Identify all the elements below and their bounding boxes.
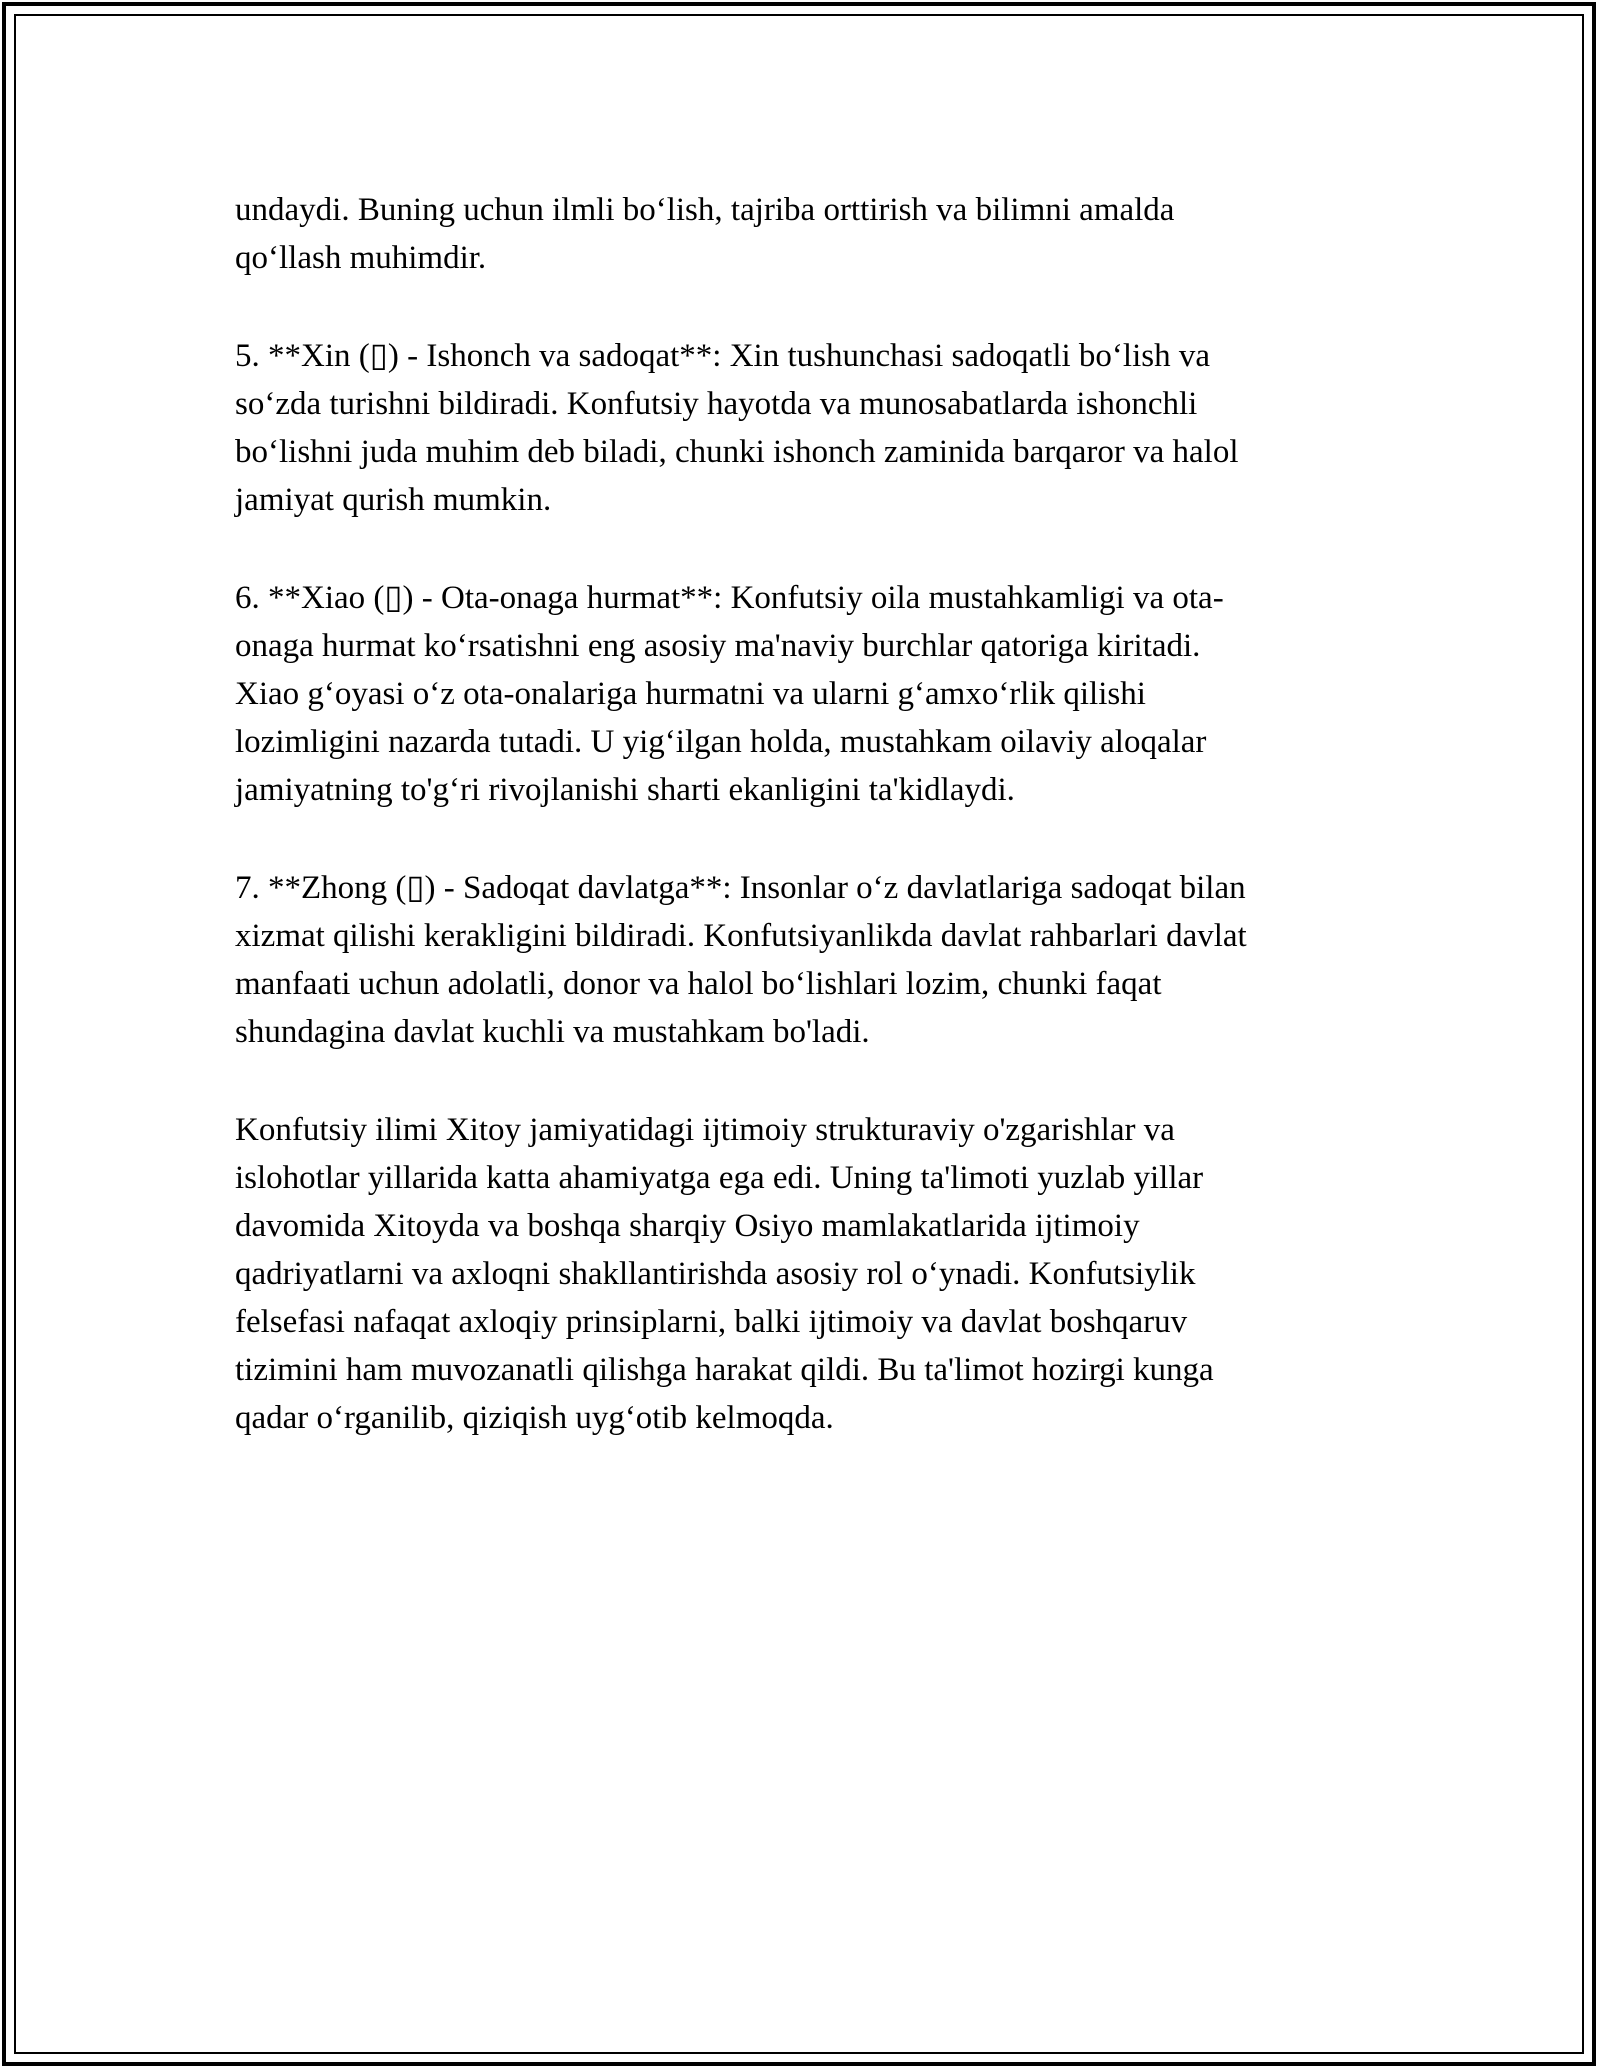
- paragraph-zhong: 7. **Zhong (▯) - Sadoqat davlatga**: Insonlar o‘z davlatlariga sadoqat bilan xizmat qilishi kerakligini bildiradi. Konfutsiyanlikda davlat rahbarlari davlat manfaati uchun adolatli, donor va halol bo‘lishlari lozim, chunki faqat shundagina davlat kuchli va mustahkam bo'ladi.: [235, 870, 1247, 1050]
- paragraph-xiao: 6. **Xiao (▯) - Ota-onaga hurmat**: Konfutsiy oila mustahkamligi va ota- onaga hurmat ko‘rsatishni eng asosiy ma'naviy burchlar qatoriga kiritadi. Xiao g‘oyasi o‘z ota-onalariga hurmatni va ularni g‘amxo‘rlik qilishi lozimligini nazarda tutadi. U yig‘ilgan holda, mustahkam oilaviy aloqalar jamiyatning to'g‘ri rivojlanishi sharti ekanligini ta'kidlaydi.: [235, 580, 1224, 808]
- paragraph-conclusion: Konfutsiy ilimi Xitoy jamiyatidagi ijtimoiy strukturaviy o'zgarishlar va islohotlar yillarida katta ahamiyatga ega edi. Uning ta'limoti yuzlab yillar davomida Xitoyda va boshqa sharqiy Osiyo mamlakatlarida ijtimoiy qadriyatlarni va axloqni shakllantirishda asosiy rol o‘ynadi. Konfutsiylik felsefasi nafaqat axloqiy prinsiplarni, balki ijtimoiy va davlat boshqaruv tizimini ham muvozanatli qilishga harakat qildi. Bu ta'limot hozirgi kunga qadar o‘rganilib, qiziqish uyg‘otib kelmoqda.: [235, 1112, 1214, 1436]
- document-body: [235, 186, 1365, 1492]
- paragraph-xin: 5. **Xin (▯) - Ishonch va sadoqat**: Xin tushunchasi sadoqatli bo‘lish va so‘zda turishni bildiradi. Konfutsiy hayotda va munosabatlarda ishonchli bo‘lishni juda muhim deb biladi, chunki ishonch zaminida barqaror va halol jamiyat qurish mumkin.: [235, 338, 1239, 518]
- paragraph-continuation: undaydi. Buning uchun ilmli bo‘lish, tajriba orttirish va bilimni amalda qo‘llash muhimdir.: [235, 192, 1175, 276]
